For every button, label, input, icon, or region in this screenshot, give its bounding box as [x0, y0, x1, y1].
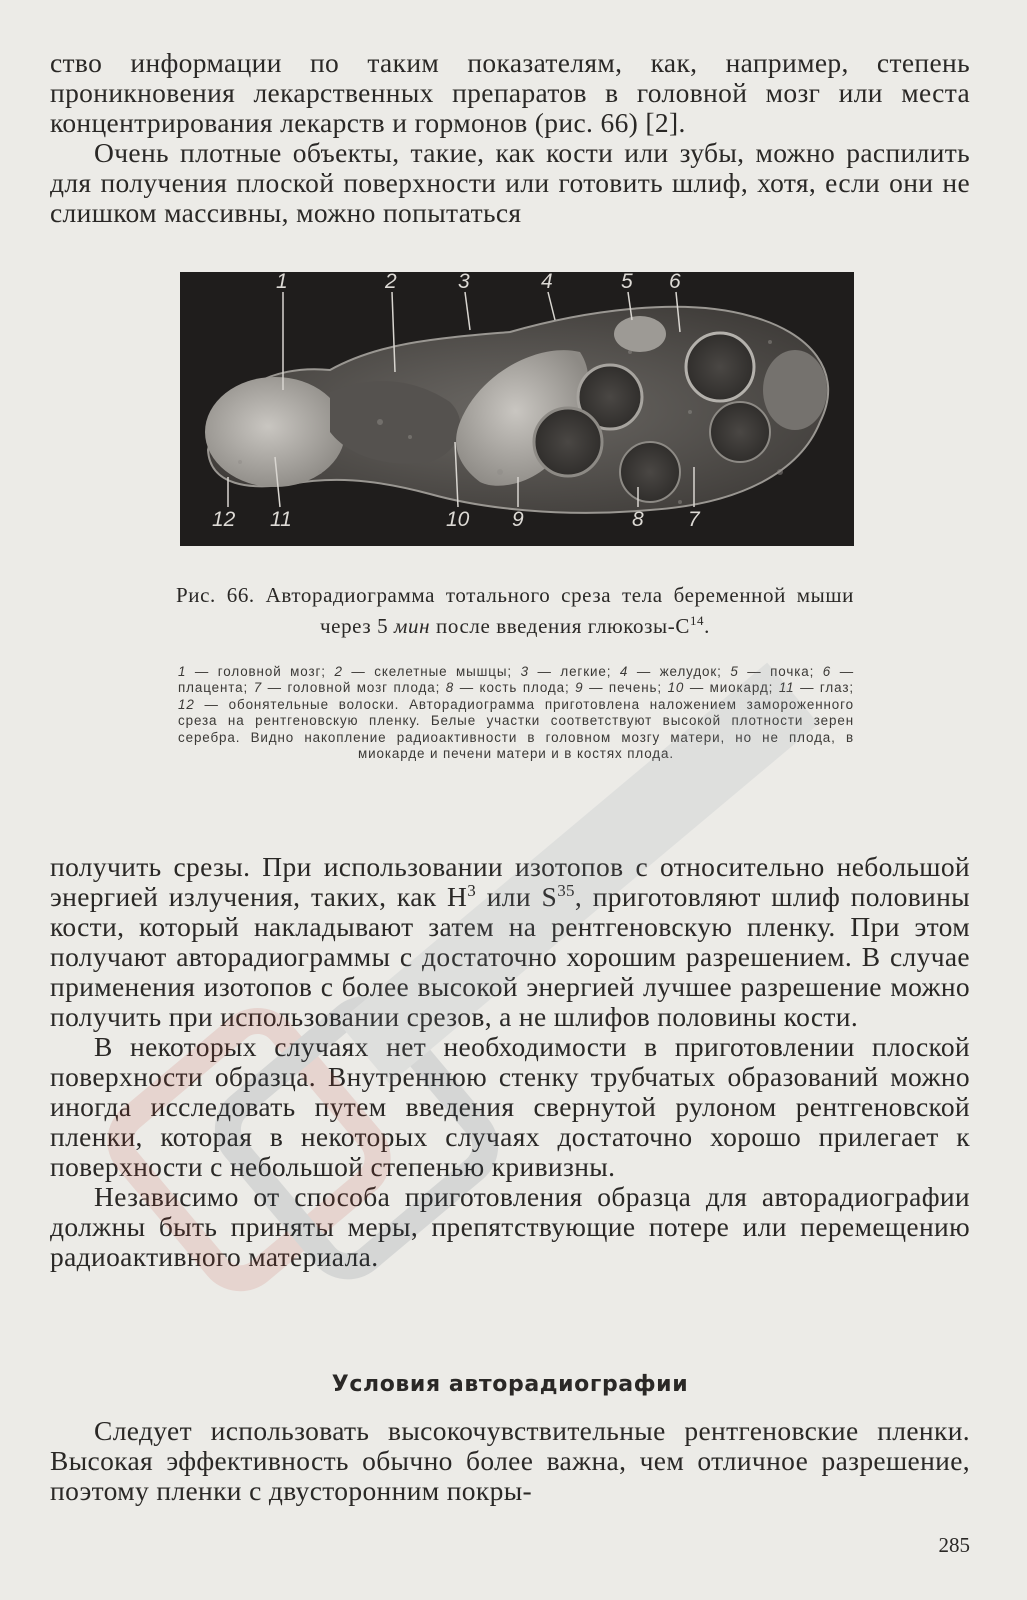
paragraph-text: , приготовляют шлиф половины кости, который накладывают затем на рентгеновскую пленку. При этом получают авторадиограммы с достаточно хорошим разрешением. В случае применения изотопов с более высокой энергией лучшее разрешение можно получить при использовании срезов, а не шлифов половины кости.: [50, 881, 970, 1032]
legend-item-text: — кость плода;: [454, 680, 576, 696]
legend-item-number: 9: [575, 680, 584, 696]
legend-item-number: 11: [778, 680, 795, 696]
figure-top-labels: [180, 272, 854, 302]
middle-text-block: [50, 852, 970, 1272]
caption-title-text: Рис. 66. Авторадиограмма тотального среза тела беременной мыши через 5: [176, 583, 854, 638]
paragraph: Очень плотные объекты, такие, как кости или зубы, можно распилить для получения плоской поверхности или готовить шлиф, хотя, если они не слишком массивны, можно попытаться: [50, 137, 970, 228]
paragraph: ство информации по таким показателям, как, например, степень проникновения лекарственных препаратов в головной мозг или места концентрирования лекарств и гормонов (рис. 66) [2].: [50, 47, 970, 138]
section-heading: Условия авторадиографии: [331, 1372, 689, 1397]
figure-label: 10: [446, 508, 470, 531]
figure-label: 1: [276, 272, 288, 293]
legend-item-number: 3: [520, 664, 529, 679]
paragraph: Следует использовать высокочувствительные рентгеновские пленки. Высокая эффективность обычно более важна, чем отличное разрешение, поэтому пленки с двусторонним покры-: [50, 1415, 970, 1506]
legend-item-text: — скелетные мышцы;: [342, 664, 521, 679]
legend-item-text: — головной мозг плода;: [262, 680, 446, 696]
legend-item-text: — головной мозг;: [186, 664, 335, 679]
caption-title-text: после введения глюкозы-C: [430, 614, 690, 638]
page-number: 285: [938, 1533, 970, 1557]
legend-item-number: 7: [253, 680, 263, 696]
legend-item-number: 4: [619, 664, 629, 679]
figure-bottom-labels: [180, 508, 854, 538]
paragraph: Независимо от способа приготовления образца для авторадиографии должны быть приняты меры, препятствующие потере или перемещению радиоактивного материала.: [50, 1181, 970, 1272]
legend-item-number: 10: [667, 680, 685, 696]
legend-item-text: — обонятельные волоски.: [194, 696, 410, 712]
figure-label: 12: [212, 508, 236, 531]
legend-item-number: 5: [730, 664, 739, 679]
figure-caption-title: [176, 583, 854, 639]
legend-item-text: — желудок;: [628, 664, 731, 679]
figure-label: 9: [512, 508, 524, 531]
autoradiogram-figure: [180, 272, 854, 546]
caption-isotope-superscript: 14: [689, 613, 705, 628]
autoradiogram-image: [180, 272, 854, 546]
bottom-text-block: [50, 1416, 970, 1506]
paragraph: [50, 852, 970, 1032]
paragraph-text: получить срезы. При использовании изотопов с относительно небольшой энергией излучения, таких, как H: [50, 851, 970, 912]
legend-item-number: 6: [822, 664, 832, 679]
legend-item-number: 8: [445, 680, 455, 696]
legend-item-text: — миокард;: [684, 680, 779, 696]
legend-item-text: — глаз;: [794, 680, 854, 696]
figure-label: 11: [270, 508, 292, 531]
caption-title-text: .: [704, 614, 711, 638]
figure-label: 4: [541, 272, 553, 293]
legend-item-text: — легкие;: [528, 664, 620, 679]
figure-label: 5: [621, 272, 633, 293]
isotope-superscript: 3: [467, 880, 477, 900]
top-text-block: [50, 48, 970, 228]
legend-item-number: 2: [334, 664, 343, 679]
isotope-superscript: 35: [557, 880, 575, 900]
paragraph: В некоторых случаях нет необходимости в приготовлении плоской поверхности образца. Внутреннюю стенку трубчатых образований можно иногда исследовать путем введения свернутой рулоном рентгеновской пленки, которая в некоторых случаях достаточно хорошо прилегает к поверхности с небольшой степенью кривизны.: [50, 1031, 970, 1182]
legend-description: Авторадиограмма приготовлена наложением замороженного среза на рентгеновскую пленку. Белые участки соответствуют высокой плотности зерен серебра. Видно накопление радиоактивности в головном мозгу матери, но не плода, в миокарде и печени матери и в костях плода.: [178, 696, 854, 762]
legend-item-number: 1: [178, 664, 187, 679]
legend-item-text: — печень;: [583, 680, 668, 696]
caption-unit: мин: [394, 614, 431, 638]
figure-label: 8: [632, 508, 644, 531]
figure-legend: [178, 664, 854, 762]
paragraph-text: или S: [476, 881, 558, 912]
figure-label: 7: [688, 508, 700, 531]
figure-label: 3: [458, 272, 470, 293]
figure-label: 2: [385, 272, 397, 293]
legend-item-text: — плацента;: [178, 664, 854, 696]
figure-label: 6: [669, 272, 681, 293]
legend-item-text: — почка;: [738, 664, 823, 679]
legend-item-number: 12: [178, 696, 195, 712]
